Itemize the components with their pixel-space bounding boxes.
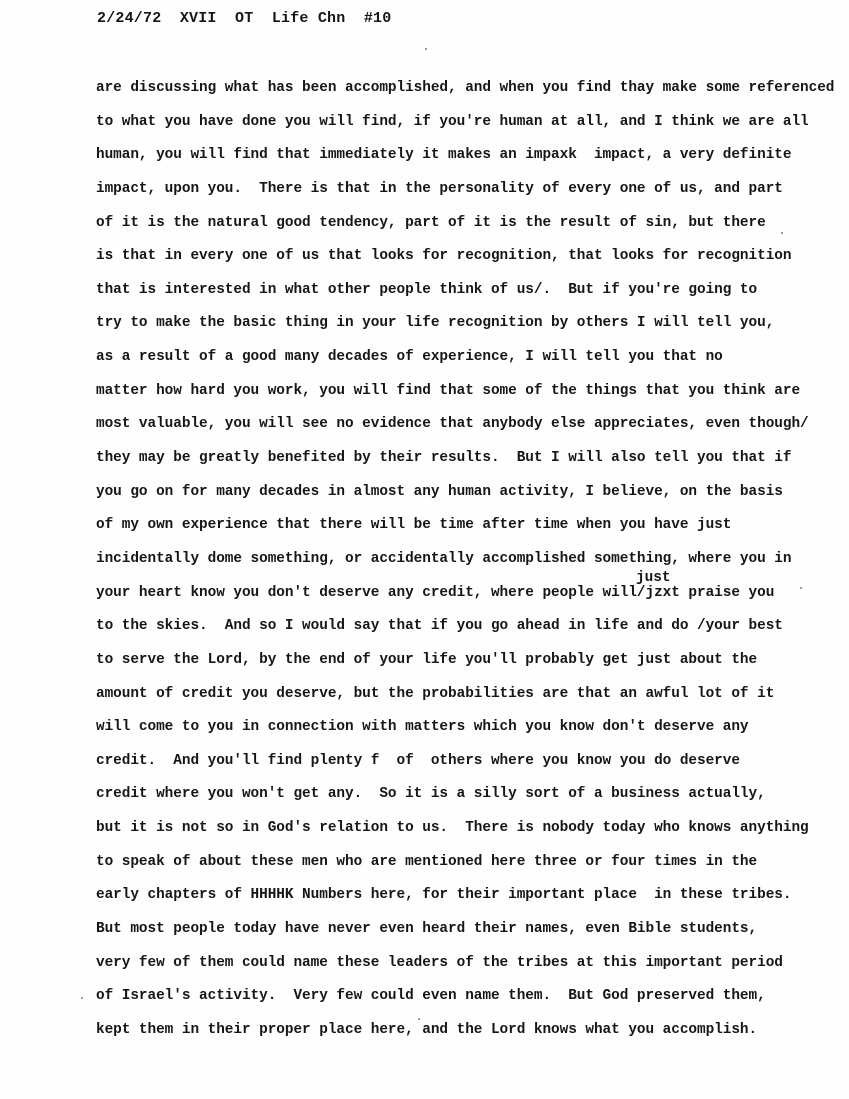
text-line: credit where you won't get any. So it is a silly sort of a business actually, bbox=[96, 786, 766, 803]
paper-speck bbox=[418, 1018, 420, 1020]
text-line: most valuable, you will see no evidence that anybody else appreciates, even though/ bbox=[96, 416, 809, 433]
text-line: you go on for many decades in almost any human activity, I believe, on the basis bbox=[96, 483, 783, 500]
text-line: to what you have done you will find, if you're human at all, and I think we are all bbox=[96, 113, 809, 130]
text-line: very few of them could name these leaders of the tribes at this important period bbox=[96, 954, 783, 971]
paper-speck bbox=[425, 48, 427, 50]
text-line: but it is not so in God's relation to us. There is nobody today who knows anything bbox=[96, 820, 809, 837]
body-text bbox=[96, 75, 836, 1051]
text-line: kept them in their proper place here, and the Lord knows what you accomplish. bbox=[96, 1021, 758, 1038]
text-line: human, you will find that immediately it makes an impaxk impact, a very definite bbox=[96, 147, 792, 164]
text-line: to serve the Lord, by the end of your life you'll probably get just about the bbox=[96, 651, 758, 668]
text-line: as a result of a good many decades of experience, I will tell you that no bbox=[96, 349, 723, 366]
paper-speck bbox=[781, 232, 783, 234]
text-line: credit. And you'll find plenty f of others where you know you do deserve bbox=[96, 752, 740, 769]
text-line: are discussing what has been accomplished, and when you find thay make some referenced bbox=[96, 80, 835, 96]
page-header: 2/24/72 XVII OT Life Chn #10 bbox=[97, 10, 392, 27]
text-line: that is interested in what other people think of us/. But if you're going to bbox=[96, 281, 758, 298]
text-line: amount of credit you deserve, but the probabilities are that an awful lot of it bbox=[96, 685, 775, 702]
text-line: of Israel's activity. Very few could even name them. But God preserved them, bbox=[96, 988, 766, 1005]
text-line: impact, upon you. There is that in the personality of every one of us, and part bbox=[96, 180, 783, 197]
text-line: try to make the basic thing in your life recognition by others I will tell you, bbox=[96, 315, 775, 332]
text-line: is that in every one of us that looks for recognition, that looks for recognition bbox=[96, 248, 792, 265]
text-line: incidentally dome something, or accidentally accomplished something, where you in bbox=[96, 550, 792, 567]
paper-speck bbox=[81, 997, 83, 999]
interlinear-insert: just bbox=[636, 570, 671, 586]
text-line: to the skies. And so I would say that if you go ahead in life and do /your best bbox=[96, 618, 783, 635]
text-line: of it is the natural good tendency, part of it is the result of sin, but there bbox=[96, 214, 766, 231]
text-line: of my own experience that there will be time after time when you have just bbox=[96, 517, 732, 534]
text-line: to speak of about these men who are mentioned here three or four times in the bbox=[96, 853, 758, 870]
text-line: But most people today have never even heard their names, even Bible students, bbox=[96, 921, 758, 938]
text-line: matter how hard you work, you will find that some of the things that you think are bbox=[96, 382, 801, 399]
text-line: your heart know you don't deserve any credit, where people will/jzxt praise you bbox=[96, 584, 775, 601]
text-line: they may be greatly benefited by their results. But I will also tell you that if bbox=[96, 450, 792, 467]
text-line: early chapters of HHHHK Numbers here, for their important place in these tribes. bbox=[96, 887, 792, 904]
text-line: will come to you in connection with matters which you know don't deserve any bbox=[96, 719, 749, 736]
paper-speck bbox=[800, 587, 802, 589]
